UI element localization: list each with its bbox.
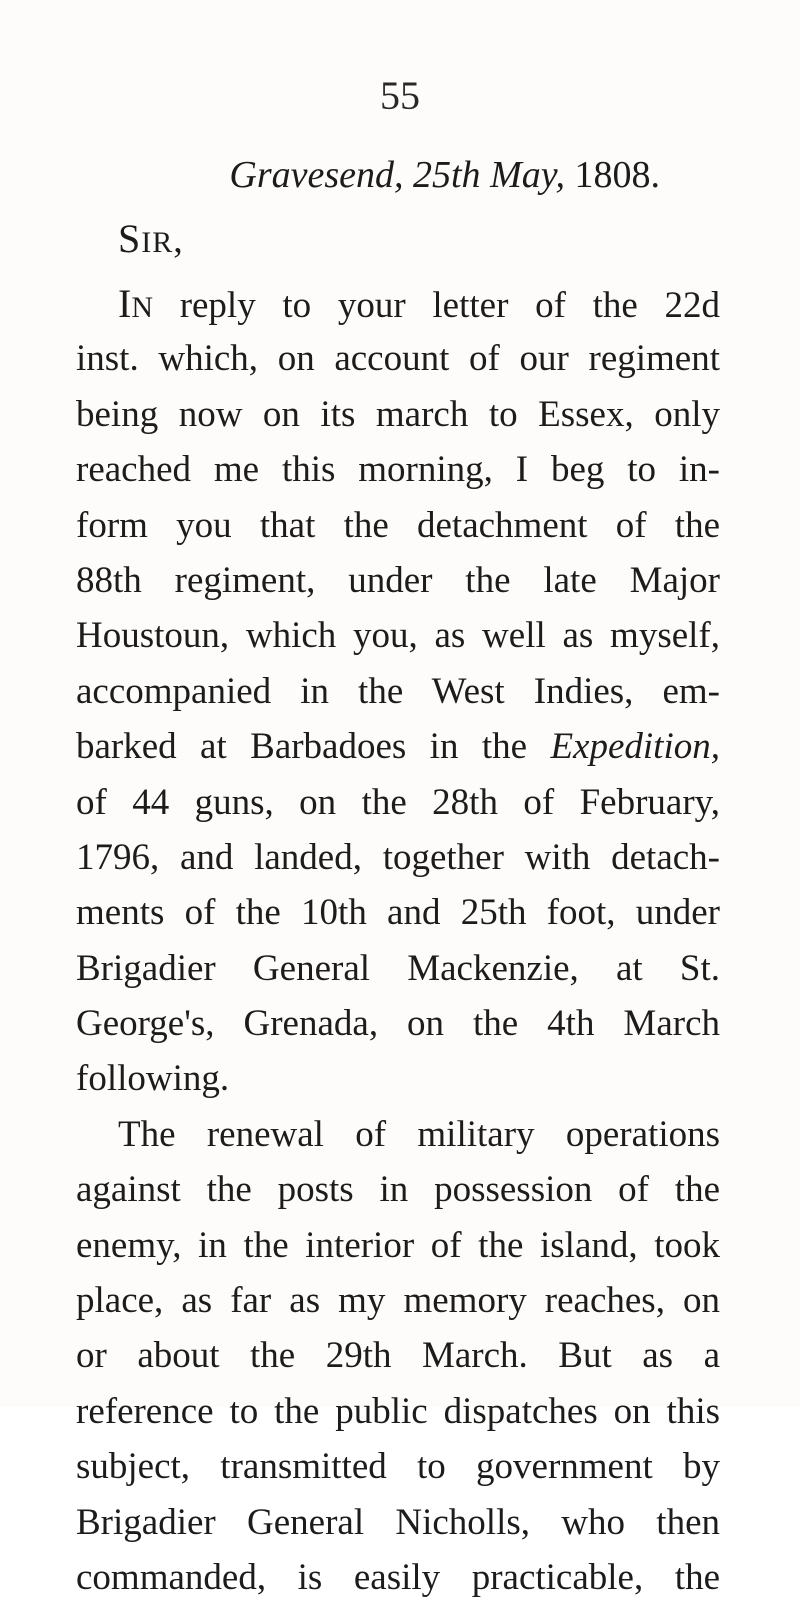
line-text: reply to your letter of the 22d — [153, 285, 720, 326]
salutation-initial: S — [118, 216, 142, 261]
opening-rest: N — [131, 291, 153, 324]
text-line: commanded, is easily practicable, the — [76, 1556, 720, 1598]
dateline-month: May, — [490, 154, 565, 196]
salutation-rest: IR — [141, 226, 174, 259]
letter-salutation — [118, 216, 184, 266]
dateline-year: 1808. — [574, 154, 660, 196]
text-line: George's, Grenada, on the 4th March — [76, 1003, 720, 1045]
text-line: of 44 guns, on the 28th of February, — [76, 781, 720, 823]
ship-name: Expedition, — [550, 726, 720, 768]
text-line: following. — [76, 1058, 230, 1100]
salutation-punct: , — [173, 219, 184, 261]
text-line: accompanied in the West Indies, em- — [76, 670, 720, 712]
dateline-place: Gravesend, — [229, 154, 404, 196]
text-line: place, as far as my memory reaches, on — [76, 1280, 720, 1322]
text-line: 88th regiment, under the late Major — [76, 559, 720, 601]
text-line: form you that the detachment of the — [76, 504, 720, 546]
text-line — [76, 719, 720, 774]
opening-initial: I — [118, 281, 132, 326]
text-line: or about the 29th March. But as a — [76, 1335, 720, 1377]
dateline-day: 25th — [413, 154, 481, 196]
text-line: 1796, and landed, together with detach- — [76, 836, 720, 878]
line-text: barked at Barbadoes in the — [76, 726, 528, 768]
text-line: Brigadier General Nicholls, who then — [76, 1501, 720, 1543]
text-line: The renewal of military operations — [118, 1113, 720, 1155]
text-line: subject, transmitted to government by — [76, 1446, 720, 1488]
letter-dateline — [229, 152, 660, 198]
text-line: Brigadier General Mackenzie, at St. — [76, 947, 720, 989]
text-line: Houstoun, which you, as well as myself, — [76, 615, 720, 657]
letter-body — [76, 276, 720, 1605]
page-number: 55 — [380, 73, 420, 118]
text-line — [76, 276, 720, 331]
text-line: against the posts in possession of the — [76, 1169, 720, 1211]
text-line: ments of the 10th and 25th foot, under — [76, 892, 720, 934]
text-line: being now on its march to Essex, only — [76, 393, 720, 435]
text-line: reference to the public dispatches on this — [76, 1390, 720, 1432]
text-line: reached me this morning, I beg to in- — [76, 449, 720, 491]
text-line: enemy, in the interior of the island, took — [76, 1224, 720, 1266]
text-line: inst. which, on account of our regiment — [76, 338, 720, 380]
